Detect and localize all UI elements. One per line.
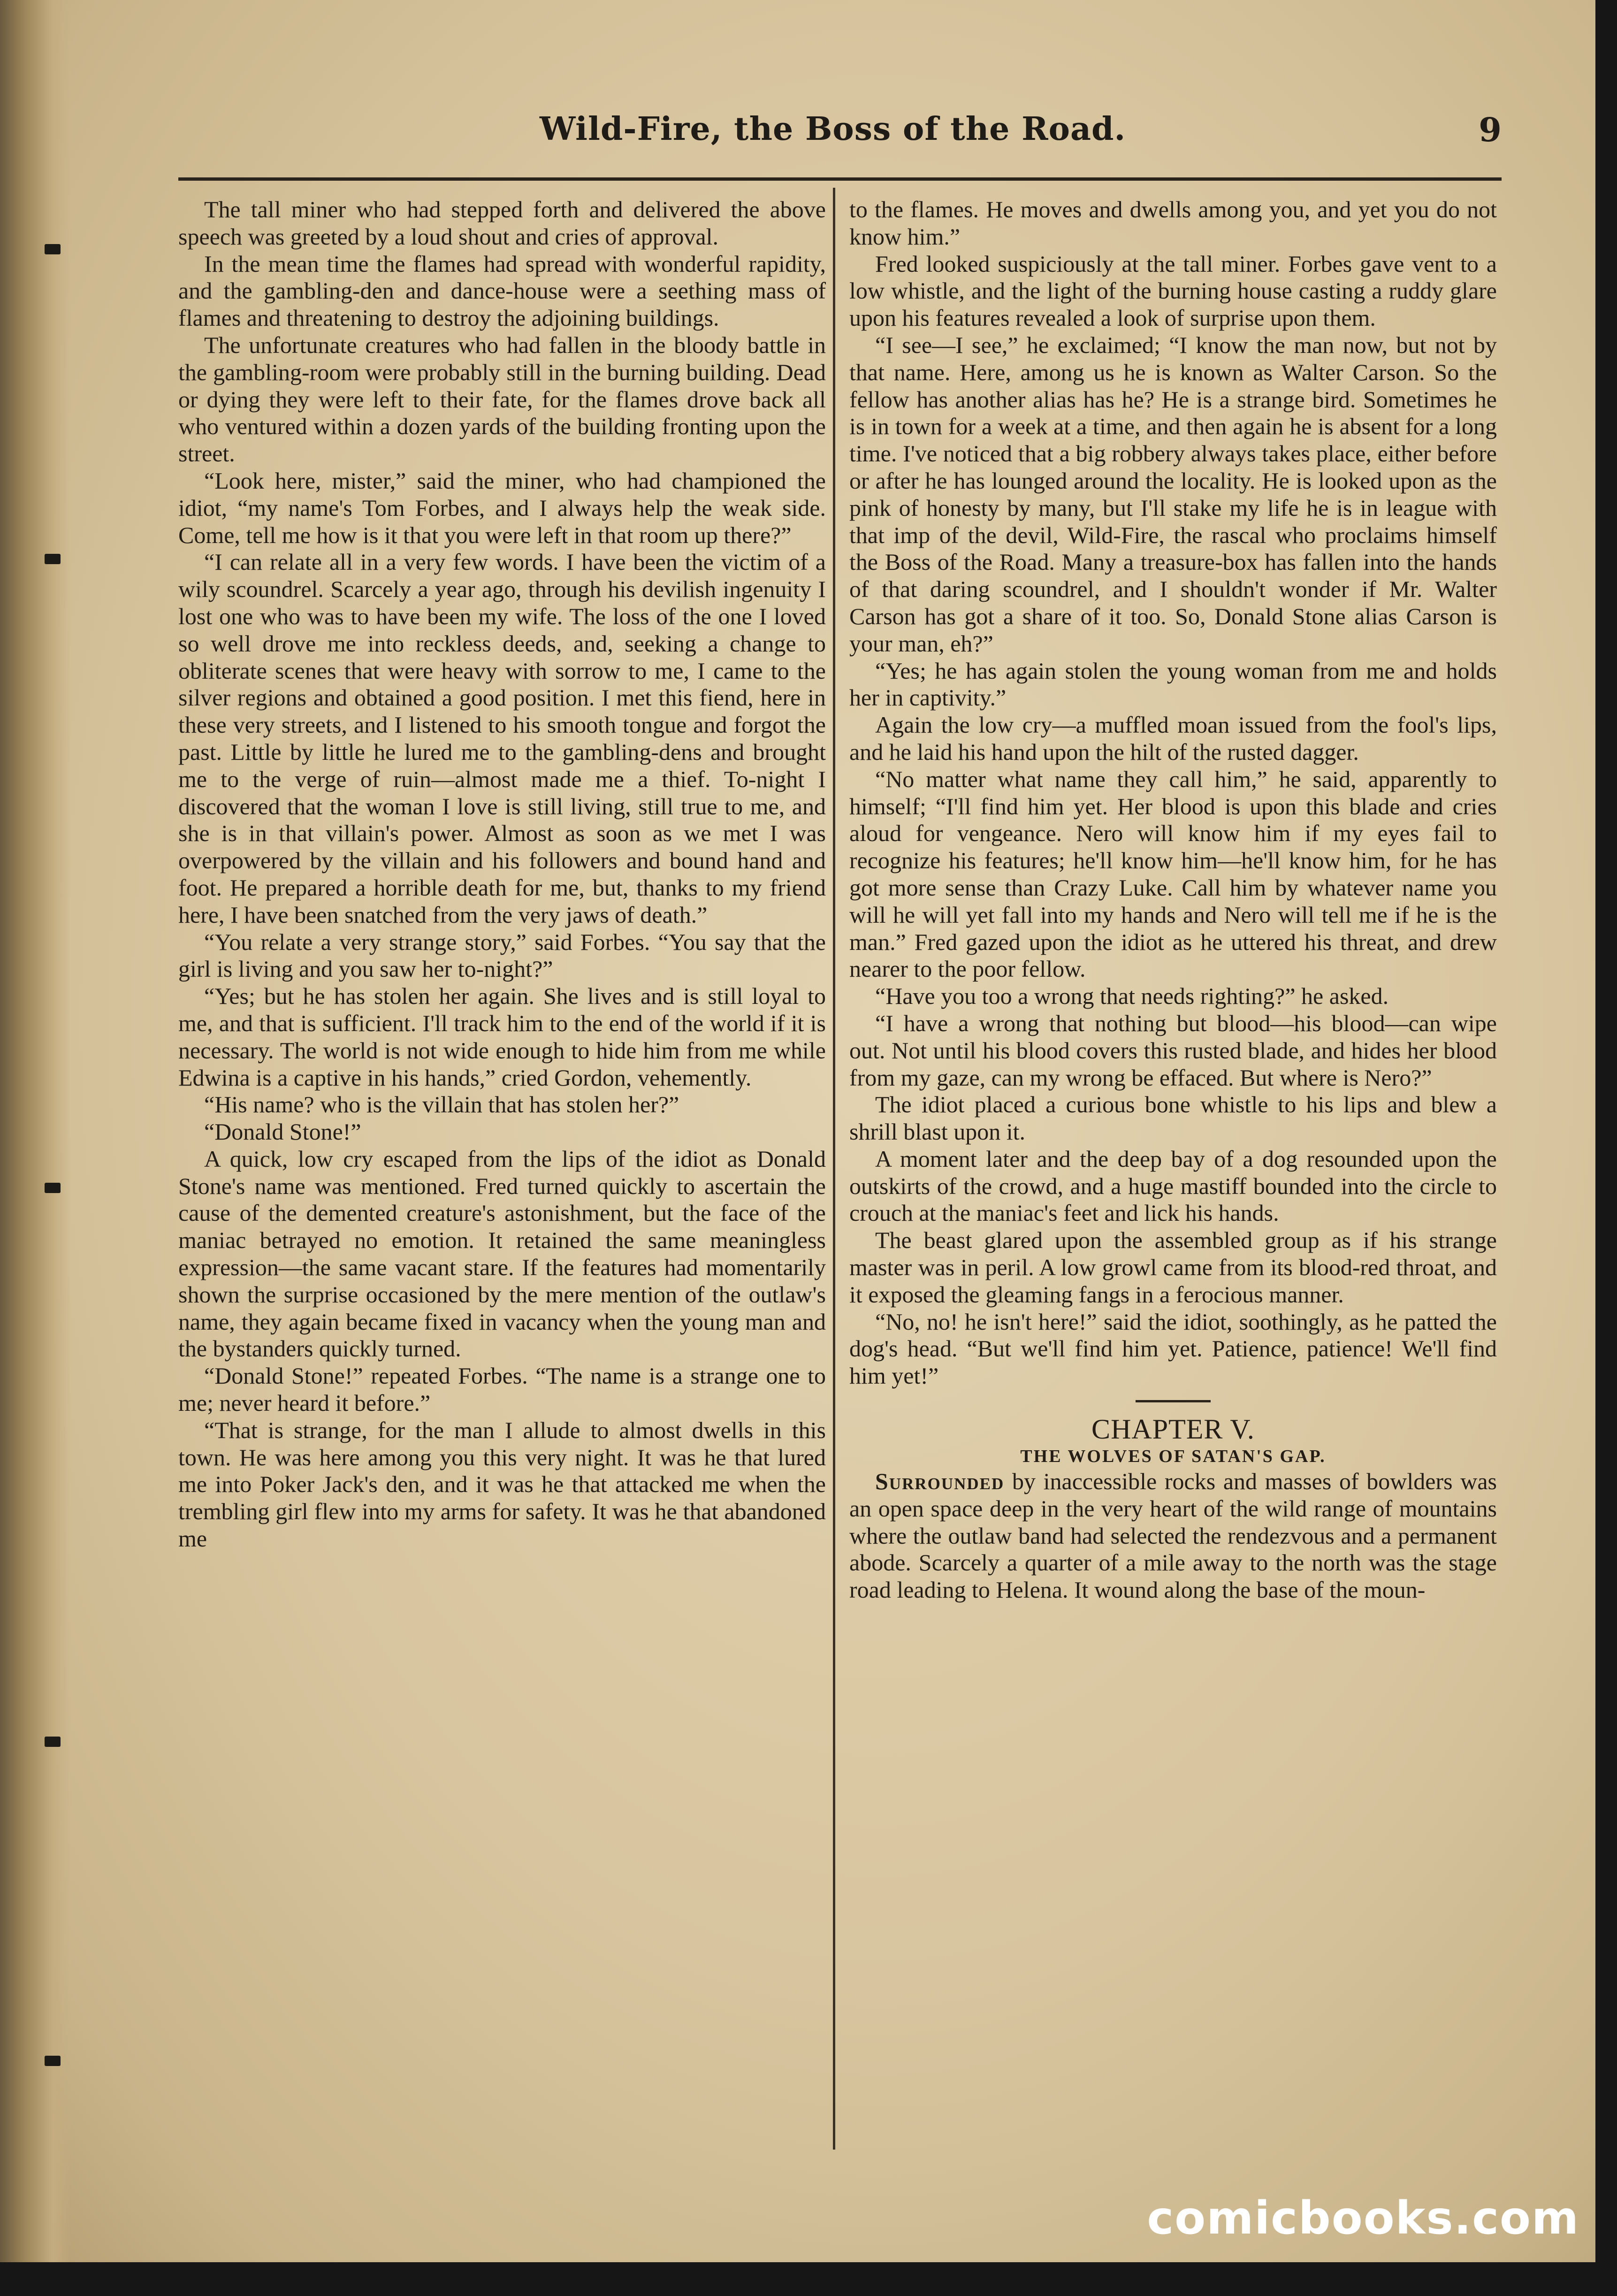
paragraph: A moment later and the deep bay of a dog resounded upon the outskirts of the crowd, and a huge mastiff bounded into the circle to crouch at the maniac's feet and lick his hands.	[849, 1145, 1497, 1226]
binding-stitch	[45, 554, 61, 564]
paragraph: “No, no! he isn't here!” said the idiot, soothingly, as he patted the dog's head. “But we'll find him yet. Patience, patience! We'll find him yet!”	[849, 1308, 1497, 1389]
chapter-title: CHAPTER V.	[1091, 1414, 1255, 1445]
running-head	[178, 106, 1502, 167]
paragraph-continued: to the flames. He moves and dwells among you, and yet you do not know him.”	[849, 196, 1497, 250]
paragraph: “That is strange, for the man I allude to almost dwells in this town. He was here among you this very night. It was he that lured me into Poker Jack's den, and it was he that attacked me when the trembling girl flew into my arms for safety. It was he that abandoned me	[178, 1416, 826, 1552]
paragraph: “Yes; but he has stolen her again. She lives and is still loyal to me, and that is sufficient. I'll track him to the end of the world if it is necessary. The world is not wide enough to hide him from me while Edwina is a captive in his hands,” cried Gordon, vehemently.	[178, 983, 826, 1091]
header-rule	[178, 177, 1502, 181]
watermark: comicbooks.com	[1147, 2192, 1579, 2244]
paragraph: “Donald Stone!” repeated Forbes. “The name is a strange one to me; never heard it before.”	[178, 1362, 826, 1416]
binding-stitch	[45, 1183, 61, 1193]
paragraph: “Look here, mister,” said the miner, who had championed the idiot, “my name's Tom Forbes, and I always help the weak side. Come, tell me how is it that you were left in that room up there?”	[178, 467, 826, 548]
right-column	[849, 196, 1497, 1604]
chapter-opening-paragraph	[849, 1468, 1497, 1604]
paragraph: “Yes; he has again stolen the young woman from me and holds her in captivity.”	[849, 657, 1497, 711]
paragraph: “No matter what name they call him,” he said, apparently to himself; “I'll find him yet. Her blood is upon this blade and cries aloud for vengeance. Nero will know him if my eyes fail to recognize his features; he'll know him—he'll know him, for he has got more sense than Crazy Luke. Call him by whatever name you will he will yet fall into my hands and Nero will tell me if he is the man.” Fred gazed upon the idiot as he uttered his threat, and drew nearer to the poor fellow.	[849, 765, 1497, 982]
paragraph: The idiot placed a curious bone whistle to his lips and blew a shrill blast upon it.	[849, 1091, 1497, 1145]
binding-stitch	[45, 244, 61, 254]
paragraph: Fred looked suspiciously at the tall miner. Forbes gave vent to a low whistle, and the light of the burning house casting a ruddy glare upon his features revealed a look of surprise upon them.	[849, 250, 1497, 331]
paragraph: “Have you too a wrong that needs righting?” he asked.	[875, 983, 1389, 1010]
paragraph: The beast glared upon the assembled group as if his strange master was in peril. A low growl came from its blood-red throat, and it exposed the gleaming fangs in a ferocious manner.	[849, 1227, 1497, 1308]
paragraph: A quick, low cry escaped from the lips of the idiot as Donald Stone's name was mentioned. Fred turned quickly to ascertain the cause of the demented creature's astonishment, but the face of the maniac betrayed no emotion. It retained the same meaningless expression—the same vacant stare. If the features had momentarily shown the surprise occasioned by the mere mention of the outlaw's name, they again became fixed in vacancy when the young man and the bystanders quickly turned.	[178, 1145, 826, 1362]
paragraph: The tall miner who had stepped forth and delivered the above speech was greeted by a loud shout and cries of approval.	[178, 196, 826, 250]
paragraph: “His name? who is the villain that has stolen her?”	[204, 1091, 679, 1118]
book-spine	[0, 0, 70, 2262]
paragraph: “I see—I see,” he exclaimed; “I know the man now, but not by that name. Here, among us he is known as Walter Carson. So the fellow has another alias has he? He is a strange bird. Sometimes he is in town for a week at a time, and then again he is absent for a long time. I've noticed that a big robbery always takes place, either before or after he has lounged around the locality. He is looked upon as the pink of honesty by many, but I'll stake my life he is in league with that imp of the devil, Wild-Fire, the rascal who proclaims himself the Boss of the Road. Many a treasure-box has fallen into the hands of that daring scoundrel, and I shouldn't wonder if Mr. Walter Carson has got a share of it too. So, Donald Stone alias Carson is your man, eh?”	[849, 331, 1497, 657]
paragraph: “Donald Stone!”	[204, 1118, 361, 1145]
chapter-opening-text: by inaccessible rocks and masses of bowlders was an open space deep in the very heart of the wild range of mountains where the outlaw band had selected the rendezvous and a permanent abode. Scarcely a quarter of a mile away to the north was the stage road leading to Helena. It wound along the base of the moun-	[849, 1468, 1497, 1603]
paragraph: Again the low cry—a muffled moan issued from the fool's lips, and he laid his hand upon the hilt of the rusted dagger.	[849, 712, 1497, 765]
running-title: Wild-Fire, the Boss of the Road.	[540, 110, 1126, 148]
paragraph: “I can relate all in a very few words. I have been the victim of a wily scoundrel. Scarcely a year ago, through his devilish ingenuity I lost one who was to have been my wife. The loss of the one I loved so well drove me into reckless deeds, and, seeking a change to obliterate scenes that were heavy with sorrow to me, I came to the silver regions and obtained a good position. I met this fiend, here in these very streets, and I listened to his smooth tongue and forgot the past. Little by little he lured me to the gambling-dens and brought me to the verge of ruin—almost made me a thief. To-night I discovered that the woman I love is still living, still true to me, and she is in that villain's power. Almost as soon as we met I was overpowered by the villain and his followers and bound hand and foot. He prepared a horrible death for me, but, thanks to my friend here, I have been snatched from the very jaws of death.”	[178, 549, 826, 928]
chapter-subtitle: THE WOLVES OF SATAN'S GAP.	[1020, 1446, 1326, 1467]
section-rule	[1136, 1400, 1211, 1402]
binding-stitch	[45, 1737, 61, 1747]
chapter-lead-word: Surrounded	[875, 1468, 1005, 1495]
paragraph: In the mean time the flames had spread with wonderful rapidity, and the gambling-den and dance-house were a seething mass of flames and threatening to destroy the adjoining buildings.	[178, 250, 826, 331]
paragraph: “You relate a very strange story,” said Forbes. “You say that the girl is living and you saw her to-night?”	[178, 928, 826, 982]
paragraph: “I have a wrong that nothing but blood—his blood—can wipe out. Not until his blood covers this rusted blade, and hides her blood from my gaze, can my wrong be effaced. But where is Nero?”	[849, 1010, 1497, 1091]
paragraph: The unfortunate creatures who had fallen in the bloody battle in the gambling-room were probably still in the burning building. Dead or dying they were left to their fate, for the flames drove back all who ventured within a dozen yards of the building fronting upon the street.	[178, 331, 826, 467]
left-column	[178, 196, 826, 1553]
binding-stitch	[45, 2056, 61, 2066]
column-divider	[833, 188, 835, 2150]
page-number: 9	[1479, 110, 1502, 149]
